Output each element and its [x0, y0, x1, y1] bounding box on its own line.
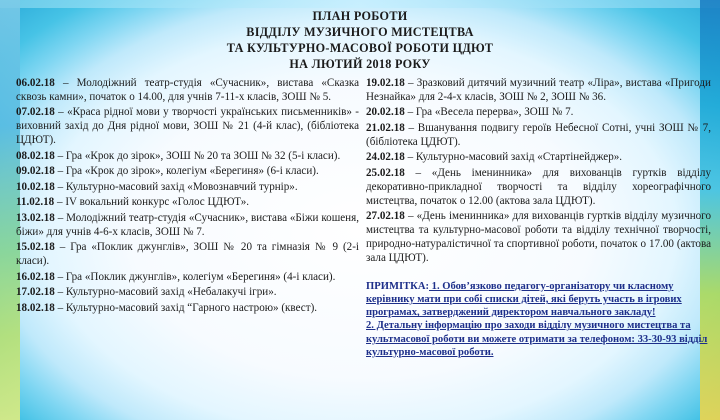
schedule-entry — [16, 302, 359, 316]
schedule-right-column — [366, 77, 711, 359]
entry-date: 16.02.18 — [16, 270, 55, 283]
schedule-entry — [366, 106, 711, 120]
schedule-entry — [366, 122, 711, 150]
schedule-left-column — [16, 77, 359, 317]
entry-text: – Культурно-масовий захід «Мовознавчий турнір». — [54, 180, 298, 193]
entry-text: – Вшанування подвигу героїв Небесної Сотні, учні ЗОШ № 7, (бібліотека ЦДЮТ). — [366, 121, 711, 148]
schedule-entry — [366, 210, 711, 266]
schedule-entry — [16, 241, 359, 269]
entry-date: 11.02.18 — [16, 196, 55, 209]
schedule-entry — [16, 181, 359, 195]
entry-text: – Культурно-масовий захід “Гарного настрою» (квест). — [54, 301, 318, 314]
entry-date: 07.02.18 — [16, 106, 55, 119]
entry-text: – Гра «Крок до зірок», колегіум «Берегиня» (6-і класи). — [54, 165, 319, 178]
period-title: НА ЛЮТИЙ 2018 РОКУ — [289, 57, 431, 71]
page-title: ПЛАН РОБОТИ — [312, 9, 408, 23]
entry-date: 15.02.18 — [16, 241, 55, 254]
entry-date: 08.02.18 — [16, 149, 55, 162]
note-block — [366, 280, 711, 359]
entry-text: – Гра «Поклик джунглів», ЗОШ № 20 та гімназія № 9 (2-і класи). — [16, 241, 359, 268]
schedule-entry — [366, 151, 711, 165]
schedule-entry — [16, 106, 359, 148]
entry-date: 13.02.18 — [16, 211, 55, 224]
entry-text: – Гра «Поклик джунглів», колегіум «Берегиня» (4-і класи). — [54, 270, 336, 283]
entry-date: 21.02.18 — [366, 121, 405, 134]
note-label: ПРИМІТКА: — [366, 280, 429, 292]
entry-text: – Гра «Весела перерва», ЗОШ № 7. — [404, 106, 574, 119]
entry-date: 27.02.18 — [366, 210, 405, 223]
schedule-entry — [16, 286, 359, 300]
entry-date: 17.02.18 — [16, 286, 55, 299]
department-subtitle: ТА КУЛЬТУРНО-МАСОВОЇ РОБОТИ ЦДЮТ — [226, 41, 494, 55]
department-title: ВІДДІЛУ МУЗИЧНОГО МИСТЕЦТВА — [246, 25, 474, 39]
entry-text: – Гра «Крок до зірок», ЗОШ № 20 та ЗОШ № 32 (5-і класи). — [54, 149, 341, 162]
entry-text: – Культурно-масовий захід «Небалакучі ігри». — [54, 286, 277, 299]
entry-date: 09.02.18 — [16, 165, 55, 178]
entry-text: – Молодіжний театр-студія «Сучасник», вистава «Сказка сквозь камни», початок о 14.00, для учнів 7-11-х класів, ЗОШ № 5. — [16, 77, 359, 103]
entry-text: – «День іменинника» для вихованців гуртків відділу музичного мистецтва та культурно-масової роботи та відділу технічної творчості, природно-натуралістичної та спортивної роботи, початок о 17.00 (актова зала ЦДЮТ). — [366, 210, 711, 264]
entry-text: – «Краса рідної мови у творчості українських письменників» - виховний захід до Дня рідної мови, ЗОШ № 21 (4-й клас), (бібліотека ЦДЮТ). — [16, 106, 359, 147]
entry-text: – Зразковий дитячий музичний театр «Ліра», вистава «Пригоди Незнайка» для 2-4-х класів, ЗОШ № 2, ЗОШ № 36. — [366, 77, 711, 103]
entry-date: 18.02.18 — [16, 301, 55, 314]
entry-date: 10.02.18 — [16, 180, 55, 193]
note-item-1: 1. Обов’язково педагогу-організатору чи класному керівнику мати при собі списки дітей, які беруть участь в ігрових програмах, затверджений директором навчального закладу! — [366, 280, 682, 319]
schedule-entry — [16, 150, 359, 164]
entry-text: – Культурно-масовий захід «Стартінейджер». — [404, 151, 623, 164]
schedule-entry — [16, 271, 359, 285]
entry-date: 20.02.18 — [366, 106, 405, 119]
entry-text: – Молодіжний театр-студія «Сучасник», вистава «Біжи кошеня, біжи» для учнів 4-6-х класів, ЗОШ № 7. — [16, 211, 359, 238]
schedule-entry — [366, 167, 711, 209]
entry-text: – IV вокальний конкурс «Голос ЦДЮТ». — [54, 196, 250, 209]
entry-date: 19.02.18 — [366, 77, 405, 89]
schedule-entry — [366, 77, 711, 105]
schedule-entry — [16, 77, 359, 105]
schedule-entry — [16, 196, 359, 210]
schedule-entry — [16, 165, 359, 179]
note-item-2: 2. Детальну інформацію про заходи відділу музичного мистецтва та культмасової роботи ви можете отримати за телефоном: 33-30-93 відділ культурно-масової роботи. — [366, 320, 708, 358]
entry-date: 24.02.18 — [366, 151, 405, 164]
schedule-entry — [16, 212, 359, 240]
entry-text: – «День іменинника» для вихованців гуртків відділу декоративно-прикладної творчості та відділу хореографічного мистецтва, початок о 12.00 (актова зала ЦДЮТ). — [366, 166, 711, 207]
entry-date: 06.02.18 — [16, 77, 55, 89]
document-page — [8, 4, 712, 416]
entry-date: 25.02.18 — [366, 166, 405, 179]
